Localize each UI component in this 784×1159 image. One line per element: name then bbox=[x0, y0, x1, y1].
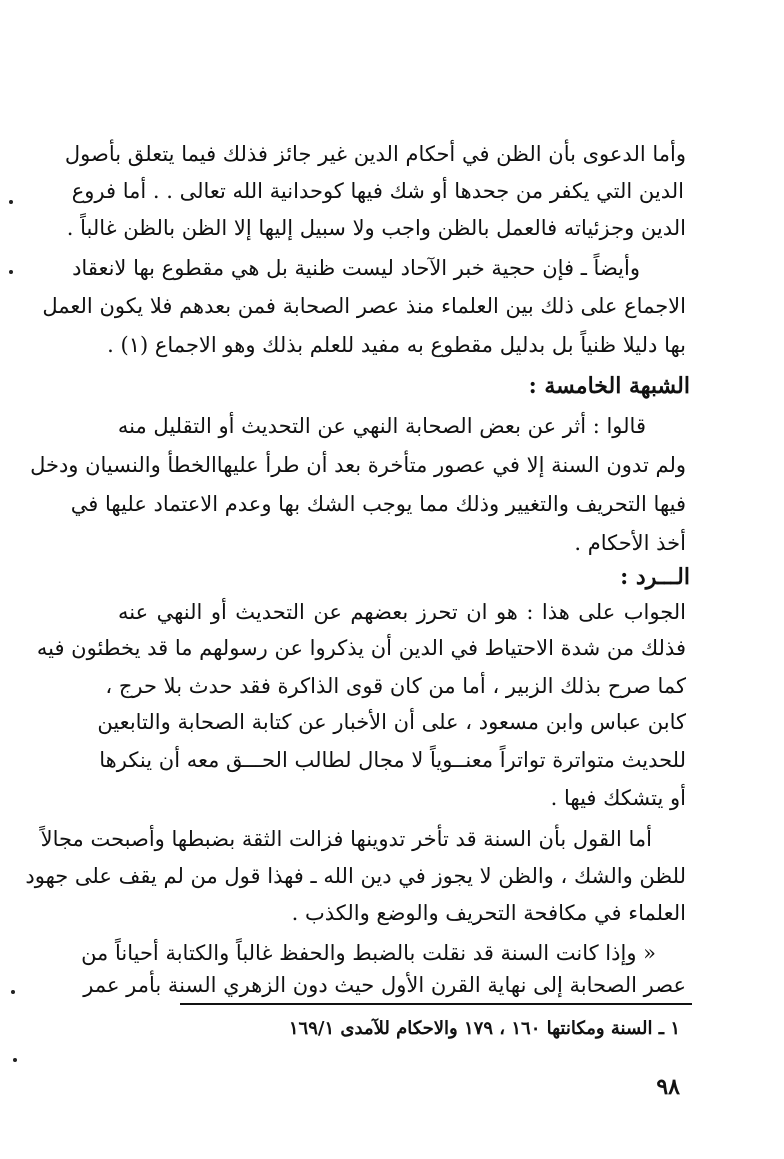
text-line: فيها التحريف والتغيير وذلك مما يوجب الشك بها وعدم الاعتماد عليها في bbox=[70, 492, 686, 516]
text-line: أما القول بأن السنة قد تأخر تدوينها فزالت الثقة بضبطها وأصبحت مجالاً bbox=[40, 827, 652, 851]
text-line: عصر الصحابة إلى نهاية القرن الأول حيث دون الزهري السنة بأمر عمر bbox=[83, 973, 686, 997]
text-line: كما صرح بذلك الزبير ، أما من كان قوى الذاكرة فقد حدث بلا حرج ، bbox=[105, 674, 686, 698]
margin-mark bbox=[9, 270, 13, 274]
text-line: قالوا : أثر عن بعض الصحابة النهي عن التحديث أو التقليل منه bbox=[117, 414, 646, 438]
footnote: ١ ـ السنة ومكانتها ١٦٠ ، ١٧٩ والاحكام للآمدى ١٦٩/١ bbox=[288, 1018, 680, 1039]
text-line: كابن عباس وابن مسعود ، على أن الأخبار عن كتابة الصحابة والتابعين bbox=[97, 710, 686, 734]
text-line: الجواب على هذا : هو ان تحرز بعضهم عن التحديث أو النهي عنه bbox=[118, 600, 686, 624]
text-line: بها دليلا ظنياً بل بدليل مقطوع به مفيد للعلم بذلك وهو الاجماع (١) . bbox=[107, 333, 686, 357]
text-line: الاجماع على ذلك بين العلماء منذ عصر الصحابة فمن بعدهم فلا يكون العمل bbox=[42, 294, 686, 318]
text-line: للظن والشك ، والظن لا يجوز في دين الله ـ فهذا قول من لم يقف على جهود bbox=[25, 864, 686, 888]
text-line: أخذ الأحكام . bbox=[574, 531, 686, 555]
text-line: أو يتشكك فيها . bbox=[550, 786, 686, 810]
text-line: للحديث متواترة تواتراً معنــوياً لا مجال لطالب الحـــق معه أن ينكرها bbox=[99, 748, 686, 772]
text-line: الدين وجزئياته فالعمل بالظن واجب ولا سبيل إليها إلا الظن بالظن غالباً . bbox=[66, 216, 686, 240]
margin-mark bbox=[13, 1058, 17, 1062]
text-line: وأيضاً ـ فإن حجية خبر الآحاد ليست ظنية بل هي مقطوع بها لانعقاد bbox=[72, 256, 640, 280]
page-number: ٩٨ bbox=[656, 1074, 680, 1100]
text-line: وأما الدعوى بأن الظن في أحكام الدين غير جائز فذلك فيما يتعلق بأصول bbox=[64, 142, 686, 166]
section-heading: الشبهة الخامسة : bbox=[528, 373, 690, 399]
text-line: فذلك من شدة الاحتياط في الدين أن يذكروا عن رسولهم ما قد يخطئون فيه bbox=[36, 636, 686, 660]
text-line: الدين التي يكفر من جحدها أو شك فيها كوحدانية الله تعالى . . أما فروع bbox=[71, 179, 684, 203]
section-heading: الـــرد : bbox=[620, 564, 690, 590]
text-line: ولم تدون السنة إلا في عصور متأخرة بعد أن طرأ عليهاالخطأ والنسيان ودخل bbox=[30, 453, 686, 477]
text-line: العلماء في مكافحة التحريف والوضع والكذب . bbox=[291, 901, 686, 925]
margin-mark bbox=[9, 200, 13, 204]
footnote-divider bbox=[180, 1003, 692, 1005]
margin-mark bbox=[11, 990, 15, 994]
text-line: « وإذا كانت السنة قد نقلت بالضبط والحفظ غالباً والكتابة أحياناً من bbox=[81, 941, 656, 965]
